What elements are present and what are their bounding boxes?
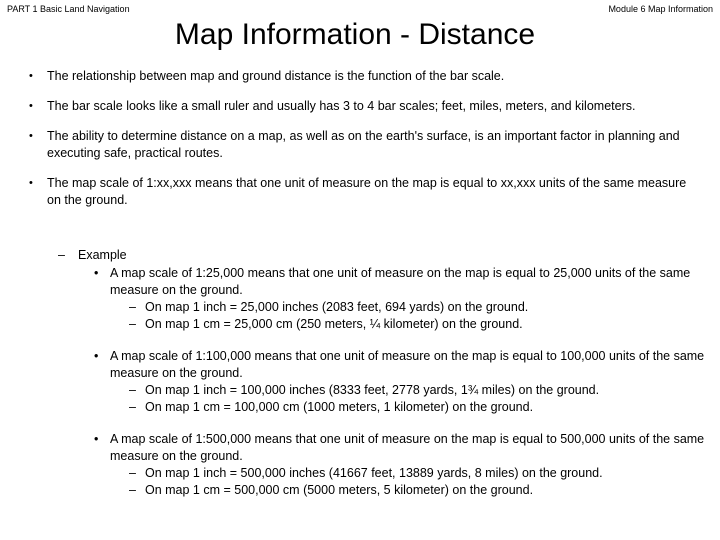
bullet-text: The relationship between map and ground distance is the function of the bar scale. — [47, 69, 505, 83]
example-detail — [0, 465, 720, 482]
example-detail-text: On map 1 inch = 100,000 inches (8333 feet, 2778 yards, 1¾ miles) on the ground. — [145, 383, 600, 397]
dash-marker: – — [58, 248, 65, 262]
example-detail — [0, 382, 720, 399]
dash-marker: – — [129, 400, 136, 414]
example-item-text: A map scale of 1:500,000 means that one unit of measure on the map is equal to 500,000 units of the same measure on the ground. — [110, 432, 705, 463]
dash-marker: – — [129, 317, 136, 331]
dash-marker: – — [129, 300, 136, 314]
bullet-marker: • — [94, 432, 99, 446]
bullet-marker: • — [29, 130, 33, 142]
header-right-label: Module 6 Map Information — [608, 4, 713, 14]
example-section — [0, 247, 720, 499]
bullet-text: The bar scale looks like a small ruler and usually has 3 to 4 bar scales; feet, miles, meters, and kilometers. — [47, 99, 636, 113]
bullet-marker: • — [94, 266, 99, 280]
example-detail-text: On map 1 inch = 500,000 inches (41667 feet, 13889 yards, 8 miles) on the ground. — [145, 466, 603, 480]
dash-marker: – — [129, 483, 136, 497]
bullet-text: The map scale of 1:xx,xxx means that one unit of measure on the map is equal to xx,xxx units of the same measure on the ground. — [47, 176, 687, 207]
example-detail — [0, 399, 720, 416]
example-heading — [0, 247, 720, 264]
example-detail — [0, 316, 720, 333]
example-label: Example — [78, 248, 127, 262]
example-item — [0, 348, 706, 382]
bullet-item — [0, 68, 687, 85]
example-detail-text: On map 1 cm = 500,000 cm (5000 meters, 5 kilometer) on the ground. — [145, 483, 534, 497]
bullet-item — [0, 128, 687, 162]
example-detail — [0, 299, 720, 316]
bullet-item — [0, 175, 687, 209]
bullet-text: The ability to determine distance on a map, as well as on the earth's surface, is an important factor in planning and executing safe, practical routes. — [47, 129, 680, 160]
bullet-marker: • — [29, 100, 33, 112]
example-item — [0, 431, 706, 465]
dash-marker: – — [129, 383, 136, 397]
bullet-marker: • — [29, 70, 33, 82]
example-detail-text: On map 1 cm = 25,000 cm (250 meters, ¼ kilometer) on the ground. — [145, 317, 523, 331]
example-detail-text: On map 1 inch = 25,000 inches (2083 feet, 694 yards) on the ground. — [145, 300, 529, 314]
header-left-label: PART 1 Basic Land Navigation — [7, 4, 130, 14]
bullet-list — [0, 68, 720, 222]
example-detail-text: On map 1 cm = 100,000 cm (1000 meters, 1 kilometer) on the ground. — [145, 400, 534, 414]
example-item-text: A map scale of 1:100,000 means that one unit of measure on the map is equal to 100,000 units of the same measure on the ground. — [110, 349, 705, 380]
dash-marker: – — [129, 466, 136, 480]
example-detail — [0, 482, 720, 499]
bullet-marker: • — [94, 349, 99, 363]
example-item — [0, 265, 706, 299]
example-item-text: A map scale of 1:25,000 means that one unit of measure on the map is equal to 25,000 units of the same measure on the ground. — [110, 266, 691, 297]
bullet-item — [0, 98, 687, 115]
bullet-marker: • — [29, 177, 33, 189]
page-title: Map Information - Distance — [174, 18, 536, 51]
